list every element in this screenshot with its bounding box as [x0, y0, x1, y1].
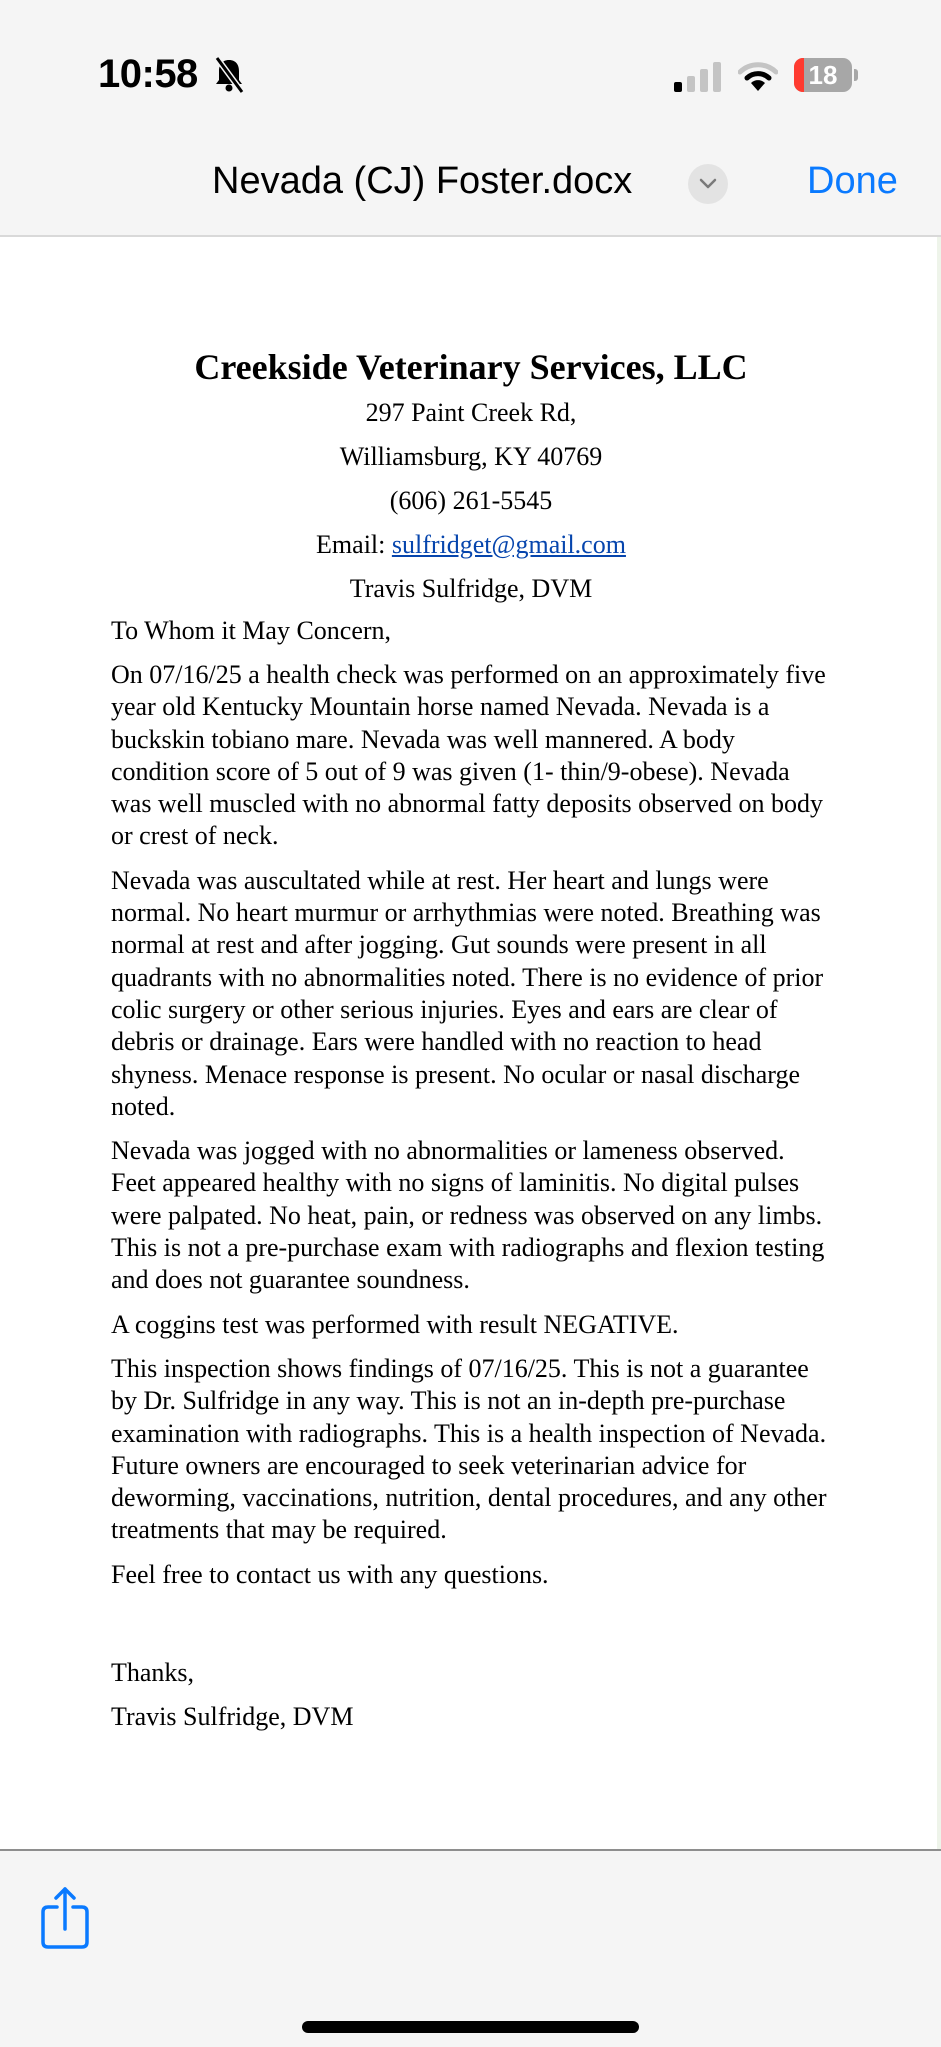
wifi-icon — [738, 60, 778, 92]
document-viewer[interactable] — [0, 237, 941, 1849]
home-indicator[interactable] — [302, 2021, 639, 2033]
phone-number: (606) 261-5545 — [389, 486, 553, 515]
email-label: Email: — [316, 530, 392, 559]
paragraph-general-exam: On 07/16/25 a health check was performed on an approximately five year old Kentucky Mountain horse named Nevada. Nevada is a buckskin tobiano mare. Nevada was well mannered. A body condition score of 5 out of 9 was given (1- thin/9-obese). Nevada was well muscled with no abnormal fatty deposits observed on body or crest of neck. — [111, 660, 826, 851]
letterhead — [111, 345, 831, 611]
address-line-1: 297 Paint Creek Rd, — [365, 398, 577, 427]
done-button[interactable]: Done — [807, 160, 898, 202]
share-icon[interactable] — [40, 1885, 90, 1951]
status-bar — [0, 0, 941, 130]
chevron-down-icon — [698, 176, 718, 192]
title-menu-button[interactable] — [688, 164, 728, 204]
document-title[interactable]: Nevada (CJ) Foster.docx — [212, 160, 633, 202]
paragraph-disclaimer: This inspection shows findings of 07/16/25. This is not a guarantee by Dr. Sulfridge in any way. This is not an in-depth pre-purchase examination with radiographs. This is a health inspection of Nevada. Future owners are encouraged to seek veterinarian advice for deworming, vaccinations, nutrition, dental procedures, and any other treatments that may be required. — [111, 1353, 827, 1545]
greeting: To Whom it May Concern, — [111, 616, 392, 645]
battery-percentage: 18 — [808, 60, 838, 90]
paragraph-coggins: A coggins test was performed with result NEGATIVE. — [111, 1309, 679, 1339]
signature: Travis Sulfridge, DVM — [111, 1702, 354, 1732]
vet-name: Travis Sulfridge, DVM — [349, 574, 593, 603]
address-line-2: Williamsburg, KY 40769 — [339, 442, 603, 471]
navigation-bar — [0, 130, 941, 237]
battery-indicator — [794, 58, 858, 94]
paragraph-soundness: Nevada was jogged with no abnormalities or lameness observed. Feet appeared healthy with no signs of laminitis. No digital pulses were palpated. No heat, pain, or redness was observed on any limbs. This is not a pre-purchase exam with radiographs and flexion testing and does not guarantee soundness. — [111, 1136, 825, 1295]
closing-block — [111, 1651, 831, 1739]
document-page — [111, 345, 831, 1739]
status-time: 10:58 — [98, 52, 198, 96]
paragraph-contact: Feel free to contact us with any questions. — [111, 1559, 549, 1589]
cellular-signal-icon — [674, 62, 722, 92]
organization-name: Creekside Veterinary Services, LLC — [194, 347, 748, 387]
email-line — [111, 523, 831, 567]
paragraph-auscultation: Nevada was auscultated while at rest. Her heart and lungs were normal. No heart murmur or arrhythmias were noted. Breathing was normal at rest and after jogging. Gut sounds were present in all quadrants with no abnormalities noted. There is no evidence of prior colic surgery or other serious injuries. Eyes and ears are clear of debris or drainage. Ears were handled with no reaction to head shyness. Menace response is present. No ocular or nasal discharge noted. — [111, 865, 824, 1121]
battery-nub — [854, 69, 858, 81]
battery-body — [794, 58, 852, 92]
closing: Thanks, — [111, 1658, 195, 1688]
bell-slash-icon — [212, 56, 246, 94]
bottom-toolbar — [0, 1849, 941, 2047]
email-link[interactable]: sulfridget@gmail.com — [391, 530, 626, 559]
